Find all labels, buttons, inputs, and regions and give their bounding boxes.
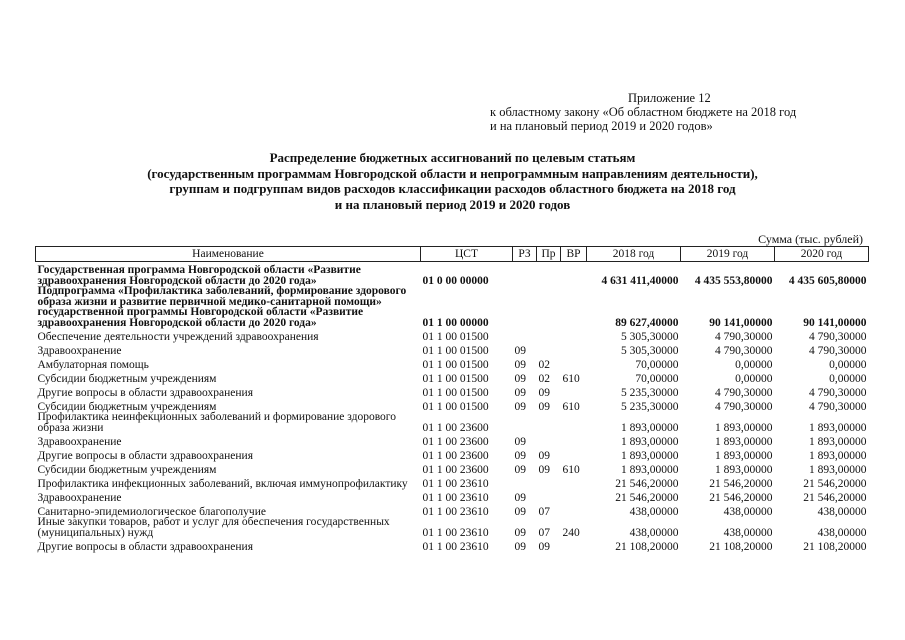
cell-cst: 01 1 00 01500 (422, 400, 489, 413)
cell-2019: 4 790,30000 (715, 344, 773, 357)
cell-vr: 610 (562, 372, 580, 385)
cell-rz: 09 (514, 449, 526, 462)
cell-name: Здравоохранение (37, 344, 122, 357)
cell-2020: 1 893,00000 (809, 463, 867, 476)
cell-2019: 1 893,00000 (715, 449, 773, 462)
cell-rz (513, 286, 537, 328)
cell-name: Санитарно-эпидемиологическое благополучие (37, 505, 266, 518)
cell-2019: 90 141,00000 (709, 316, 773, 329)
cell-pr: 02 (538, 358, 550, 371)
cell-2018: 5 305,30000 (621, 330, 679, 343)
cell-2018: 1 893,00000 (621, 421, 679, 434)
table-row (36, 328, 869, 342)
cell-cst: 01 1 00 23610 (422, 540, 489, 553)
cell-2018: 21 546,20000 (615, 477, 679, 490)
cell-rz: 09 (514, 386, 526, 399)
cell-2019: 21 546,20000 (709, 491, 773, 504)
cell-pr: 09 (538, 386, 550, 399)
cell-2018: 21 108,20000 (615, 540, 679, 553)
cell-vr (561, 475, 587, 489)
cell-name: Другие вопросы в области здравоохранения (37, 386, 253, 399)
table-row (36, 262, 869, 287)
table-row (36, 412, 869, 433)
units-caption: Сумма (тыс. рублей) (758, 232, 863, 246)
cell-cst: 01 1 00 23610 (422, 505, 489, 518)
header-2018: 2018 год (587, 247, 681, 262)
cell-vr: 240 (562, 526, 580, 539)
cell-rz: 09 (514, 400, 526, 413)
cell-2020: 0,00000 (829, 372, 867, 385)
cell-pr (537, 328, 561, 342)
cell-2018: 1 893,00000 (621, 463, 679, 476)
cell-rz (513, 262, 537, 287)
cell-2019: 21 546,20000 (709, 477, 773, 490)
cell-2018: 438,00000 (629, 505, 679, 518)
cell-vr (561, 262, 587, 287)
cell-pr (537, 342, 561, 356)
cell-name: Другие вопросы в области здравоохранения (37, 540, 253, 553)
cell-name: Здравоохранение (37, 491, 122, 504)
appendix-number: Приложение 12 (628, 91, 711, 105)
cell-name: Субсидии бюджетным учреждениям (37, 400, 217, 413)
header-cst: ЦСТ (421, 247, 513, 262)
cell-2019: 0,00000 (735, 372, 773, 385)
cell-2020: 4 790,30000 (809, 386, 867, 399)
cell-2020: 438,00000 (817, 526, 867, 539)
cell-2018: 4 631 411,40000 (601, 274, 679, 287)
cell-rz: 09 (514, 505, 526, 518)
cell-2020: 4 790,30000 (809, 344, 867, 357)
cell-vr: 610 (562, 463, 580, 476)
appendix-period: и на плановый период 2019 и 2020 годов» (490, 119, 713, 133)
cell-2020: 1 893,00000 (809, 421, 867, 434)
table-row (36, 286, 869, 328)
cell-2018: 1 893,00000 (621, 449, 679, 462)
header-2020: 2020 год (775, 247, 869, 262)
title-line-1: Распределение бюджетных ассигнований по целевым статьям (269, 150, 636, 165)
cell-2019: 0,00000 (735, 358, 773, 371)
cell-pr: 09 (538, 540, 550, 553)
cell-2018: 5 305,30000 (621, 344, 679, 357)
cell-2018: 70,00000 (635, 358, 679, 371)
title-line-2: (государственным программам Новгородской области и непрограммным направлениям деятельности), (147, 165, 758, 181)
cell-2018: 89 627,40000 (615, 316, 679, 329)
cell-2020: 21 108,20000 (803, 540, 867, 553)
cell-name: Другие вопросы в области здравоохранения (37, 449, 253, 462)
cell-rz: 09 (514, 344, 526, 357)
cell-cst: 01 0 00 00000 (422, 274, 489, 287)
cell-cst: 01 1 00 23600 (422, 463, 489, 476)
table-row (36, 538, 869, 552)
cell-vr (561, 433, 587, 447)
cell-2020: 1 893,00000 (809, 435, 867, 448)
appendix-note (490, 91, 796, 133)
cell-vr (561, 489, 587, 503)
cell-rz (513, 328, 537, 342)
cell-pr (537, 475, 561, 489)
cell-2018: 70,00000 (635, 372, 679, 385)
cell-rz (513, 412, 537, 433)
header-2019: 2019 год (681, 247, 775, 262)
cell-2019: 4 790,30000 (715, 400, 773, 413)
cell-vr: 610 (562, 400, 580, 413)
cell-2019: 438,00000 (723, 505, 773, 518)
cell-2019: 438,00000 (723, 526, 773, 539)
cell-name: Государственная программа Новгородской области «Развитие здравоохранения Новгородской области до 2020 года» (37, 264, 361, 287)
table-header (36, 247, 869, 262)
cell-2020: 4 790,30000 (809, 400, 867, 413)
table-row (36, 475, 869, 489)
header-rz: РЗ (513, 247, 537, 262)
cell-pr (537, 286, 561, 328)
cell-rz: 09 (514, 526, 526, 539)
cell-2018: 1 893,00000 (621, 435, 679, 448)
cell-pr: 09 (538, 400, 550, 413)
cell-cst: 01 1 00 01500 (422, 344, 489, 357)
cell-rz: 09 (514, 463, 526, 476)
cell-cst: 01 1 00 01500 (422, 386, 489, 399)
cell-name: Подпрограмма «Профилактика заболеваний, формирование здорового образа жизни и развитие первичной медико-санитарной помощи» государственной программы Новгородской области «Развитие здравоохранения Новгородской области до 2020 года» (37, 285, 407, 329)
cell-2020: 90 141,00000 (803, 316, 867, 329)
cell-cst: 01 1 00 01500 (422, 372, 489, 385)
cell-cst: 01 1 00 23600 (422, 435, 489, 448)
table-row (36, 384, 869, 398)
cell-name: Обеспечение деятельности учреждений здравоохранения (37, 330, 319, 343)
cell-rz: 09 (514, 491, 526, 504)
cell-cst: 01 1 00 23610 (422, 526, 489, 539)
cell-2020: 21 546,20000 (803, 477, 867, 490)
cell-2019: 1 893,00000 (715, 435, 773, 448)
cell-2019: 1 893,00000 (715, 463, 773, 476)
cell-2018: 438,00000 (629, 526, 679, 539)
table-row (36, 433, 869, 447)
cell-pr: 07 (538, 505, 550, 518)
cell-name: Иные закупки товаров, работ и услуг для обеспечения государственных (муниципальных) нужд (37, 516, 390, 539)
cell-pr: 07 (538, 526, 550, 539)
cell-pr: 02 (538, 372, 550, 385)
cell-pr (537, 262, 561, 287)
cell-rz: 09 (514, 435, 526, 448)
table-row (36, 342, 869, 356)
cell-pr: 09 (538, 463, 550, 476)
cell-vr (561, 328, 587, 342)
title-line-3: группам и подгруппам видов расходов классификации расходов областного бюджета на 2018 год (169, 181, 736, 196)
cell-pr (537, 489, 561, 503)
cell-2018: 5 235,30000 (621, 386, 679, 399)
cell-2020: 4 790,30000 (809, 330, 867, 343)
cell-2020: 4 435 605,80000 (788, 274, 867, 287)
table-row (36, 461, 869, 475)
cell-vr (561, 356, 587, 370)
cell-name: Профилактика инфекционных заболеваний, включая иммунопрофилактику (37, 477, 408, 490)
table-row (36, 398, 869, 412)
appendix-law-ref: к областному закону «Об областном бюджете на 2018 год (490, 105, 797, 119)
title-line-4: и на плановый период 2019 и 2020 годов (334, 196, 571, 212)
cell-rz (513, 475, 537, 489)
cell-pr (537, 433, 561, 447)
cell-cst: 01 1 00 00000 (422, 316, 489, 329)
cell-rz: 09 (514, 540, 526, 553)
cell-cst: 01 1 00 01500 (422, 330, 489, 343)
cell-cst: 01 1 00 23610 (422, 491, 489, 504)
cell-vr (561, 412, 587, 433)
cell-2019: 1 893,00000 (715, 421, 773, 434)
cell-cst: 01 1 00 23600 (422, 421, 489, 434)
cell-name: Амбулаторная помощь (37, 358, 149, 371)
table-row (36, 517, 869, 538)
cell-2018: 5 235,30000 (621, 400, 679, 413)
cell-vr (561, 503, 587, 517)
budget-table (35, 246, 869, 552)
cell-vr (561, 538, 587, 552)
cell-2020: 0,00000 (829, 358, 867, 371)
cell-2019: 21 108,20000 (709, 540, 773, 553)
header-vr: ВР (561, 247, 587, 262)
cell-name: Профилактика неинфекционных заболеваний и формирование здорового образа жизни (37, 411, 396, 434)
header-name: Наименование (36, 247, 421, 262)
table-row (36, 503, 869, 517)
header-pr: Пр (537, 247, 561, 262)
cell-rz: 09 (514, 372, 526, 385)
cell-2018: 21 546,20000 (615, 491, 679, 504)
table-row (36, 356, 869, 370)
cell-cst: 01 1 00 23600 (422, 449, 489, 462)
cell-cst: 01 1 00 01500 (422, 358, 489, 371)
cell-name: Здравоохранение (37, 435, 122, 448)
cell-2019: 4 790,30000 (715, 386, 773, 399)
cell-2020: 21 546,20000 (803, 491, 867, 504)
cell-pr: 09 (538, 449, 550, 462)
cell-rz: 09 (514, 358, 526, 371)
cell-name: Субсидии бюджетным учреждениям (37, 372, 217, 385)
cell-cst: 01 1 00 23610 (422, 477, 489, 490)
cell-2020: 438,00000 (817, 505, 867, 518)
cell-name: Субсидии бюджетным учреждениям (37, 463, 217, 476)
cell-pr (537, 412, 561, 433)
cell-vr (561, 286, 587, 328)
cell-vr (561, 342, 587, 356)
cell-vr (561, 447, 587, 461)
table-row (36, 489, 869, 503)
document-title (40, 150, 865, 212)
cell-2019: 4 790,30000 (715, 330, 773, 343)
table-row (36, 370, 869, 384)
cell-2019: 4 435 553,80000 (694, 274, 773, 287)
cell-2020: 1 893,00000 (809, 449, 867, 462)
table-row (36, 447, 869, 461)
cell-vr (561, 384, 587, 398)
